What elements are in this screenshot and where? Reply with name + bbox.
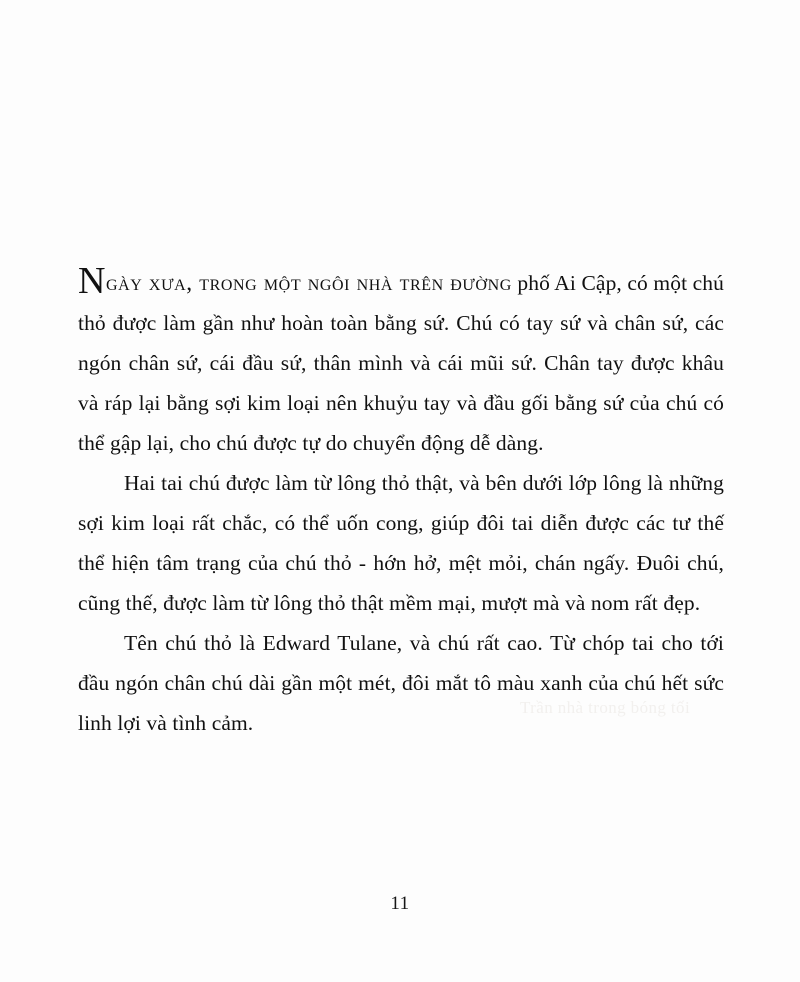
paragraph-opening [78, 262, 724, 463]
faint-watermark-text: Trần nhà trong bóng tối [520, 698, 691, 717]
body-text [78, 262, 724, 743]
paragraph-2: Hai tai chú được làm từ lông thỏ thật, và bên dưới lớp lông là những sợi kim loại rất chắc, có thể uốn cong, giúp đôi tai diễn được các tư thế thể hiện tâm trạng của chú thỏ - hớn hở, mệt mỏi, chán ngấy. Đuôi chú, cũng thế, được làm từ lông thỏ thật mềm mại, mượt mà và nom rất đẹp. [78, 471, 724, 615]
opening-rest: phố Ai Cập, có một chú thỏ được làm gần như hoàn toàn bằng sứ. Chú có tay sứ và chân sứ, các ngón chân sứ, cái đầu sứ, thân mình và cái mũi sứ. Chân tay được khâu và ráp lại bằng sợi kim loại nên khuỷu tay và đầu gối bằng sứ của chú có thể gập lại, cho chú được tự do chuyển động dễ dàng. [78, 271, 725, 455]
opening-small-caps: gày xưa, trong một ngôi nhà trên đường [105, 270, 512, 296]
page-number: 11 [390, 893, 410, 914]
drop-cap: N [78, 260, 106, 302]
paragraph-3: Tên chú thỏ là Edward Tulane, và chú rất cao. Từ chóp tai cho tới đầu ngón chân chú dài gần một mét, đôi mắt tô màu xanh của chú hết sức linh lợi và tình cảm. [78, 631, 724, 735]
